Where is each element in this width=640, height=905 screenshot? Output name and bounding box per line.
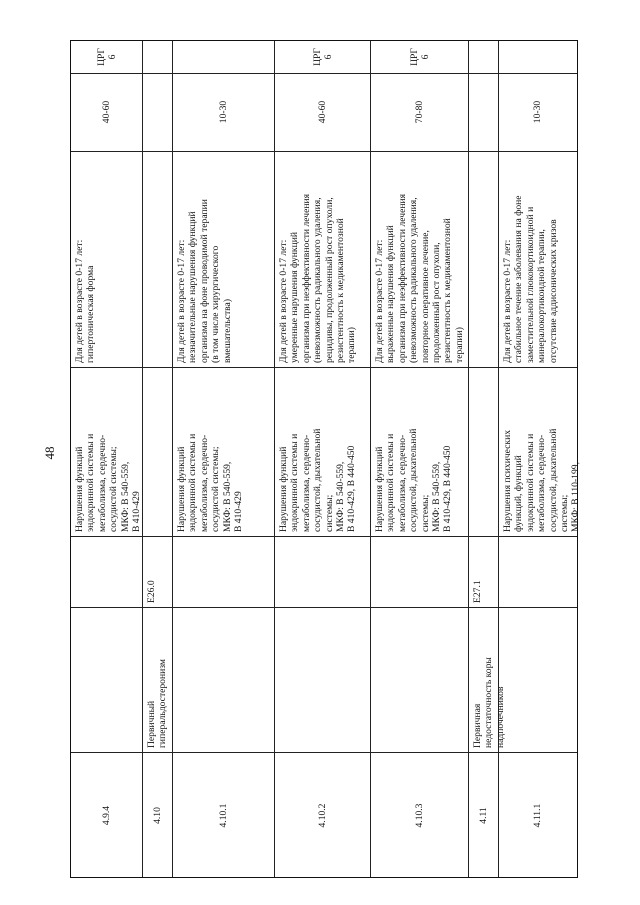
code-cell bbox=[469, 752, 498, 879]
cell-divider bbox=[71, 151, 142, 152]
code-text: 4.9.4 bbox=[101, 805, 113, 826]
disorders-text: Нарушения психических функций, функций эндокринной системы и метаболизма, сердечно- сосудистой, дыхательной системы; МКФ: В 110-199, bbox=[502, 428, 582, 532]
percent-text: 10-30 bbox=[218, 100, 230, 124]
disorders-text: Нарушения функций эндокринной системы и метаболизма, сердечно- сосудистой, дыхательной системы; МКФ: В 540-559, В 410-429, В 440-450 bbox=[278, 428, 358, 532]
cell-divider bbox=[499, 73, 577, 74]
diagnosis-cell bbox=[275, 607, 370, 752]
cell-divider bbox=[275, 151, 370, 152]
cell-divider bbox=[371, 367, 468, 368]
code-cell bbox=[173, 752, 274, 879]
cell-divider bbox=[143, 367, 172, 368]
cell-divider bbox=[173, 151, 274, 152]
disability-criteria-table bbox=[70, 40, 582, 878]
cell-divider bbox=[71, 752, 142, 753]
criteria-cell bbox=[371, 151, 468, 367]
icd-code-text: E26.0 bbox=[146, 580, 157, 603]
code-text: 4.10.3 bbox=[414, 803, 426, 828]
cell-divider bbox=[143, 752, 172, 753]
cell-divider bbox=[469, 367, 498, 368]
cell-divider bbox=[143, 536, 172, 537]
cell-divider bbox=[173, 73, 274, 74]
cell-divider bbox=[71, 73, 142, 74]
cell-divider bbox=[275, 607, 370, 608]
disorders-cell bbox=[275, 367, 370, 536]
cell-divider bbox=[499, 151, 577, 152]
diagnosis-cell bbox=[173, 607, 274, 752]
category-text: ЦРГ 6 bbox=[95, 48, 118, 66]
icd-code-cell bbox=[469, 536, 498, 607]
row-4-10-2 bbox=[275, 41, 371, 877]
disorders-text: Нарушения функций эндокринной системы и метаболизма, сердечно- сосудистой системы; МКФ: В 540-559, В 410-429 bbox=[74, 433, 143, 532]
criteria-text: Для детей в возрасте 0-17 лет: стабильное течение заболевания на фоне заместительной глюкокортикоидной и минералокортикоидной терапии, отсутствие аддисонических кризов bbox=[502, 195, 559, 363]
cell-divider bbox=[371, 752, 468, 753]
criteria-cell bbox=[275, 151, 370, 367]
cell-divider bbox=[499, 367, 577, 368]
code-cell bbox=[275, 752, 370, 879]
row-4-10 bbox=[143, 41, 173, 877]
cell-divider bbox=[499, 536, 577, 537]
row-4-10-3 bbox=[371, 41, 469, 877]
icd-code-cell bbox=[275, 536, 370, 607]
disorders-cell bbox=[469, 367, 498, 536]
icd-code-cell bbox=[499, 536, 577, 607]
code-cell bbox=[371, 752, 468, 879]
cell-divider bbox=[173, 752, 274, 753]
icd-code-text: E27.1 bbox=[472, 580, 483, 603]
criteria-text: Для детей в возрасте 0-17 лет: выраженные нарушения функций организма при неэффективности лечения (невозможность радикального удаления, повторное оперативное лечение, продолженный рост опухоли, резистентность к медикаментозной терапии) bbox=[374, 193, 465, 363]
diagnosis-cell bbox=[143, 607, 172, 752]
category-cell bbox=[371, 41, 468, 73]
cell-divider bbox=[275, 367, 370, 368]
percent-cell bbox=[173, 73, 274, 151]
cell-divider bbox=[71, 536, 142, 537]
category-cell bbox=[275, 41, 370, 73]
diagnosis-text: Первичный гиперальдостеронизм bbox=[146, 659, 169, 748]
criteria-text: Для детей в возрасте 0-17 лет: незначительные нарушения функций организма на фоне проводимой терапии (в том числе хирургического вмешательства) bbox=[176, 199, 233, 363]
disorders-text: Нарушения функций эндокринной системы и метаболизма, сердечно- сосудистой системы; МКФ: В 540-559, В 410-429 bbox=[176, 433, 245, 532]
diagnosis-cell bbox=[371, 607, 468, 752]
code-text: 4.10.2 bbox=[317, 803, 329, 828]
criteria-cell bbox=[173, 151, 274, 367]
cell-divider bbox=[173, 367, 274, 368]
cell-divider bbox=[275, 752, 370, 753]
percent-text: 70-80 bbox=[414, 100, 426, 124]
criteria-cell bbox=[71, 151, 142, 367]
cell-divider bbox=[469, 151, 498, 152]
diagnosis-text: Первичная недостаточность коры надпочечников bbox=[472, 657, 506, 748]
disorders-cell bbox=[499, 367, 582, 536]
criteria-cell bbox=[143, 151, 172, 367]
cell-divider bbox=[71, 367, 142, 368]
category-text: ЦРГ 6 bbox=[408, 48, 431, 66]
row-4-9-4 bbox=[71, 41, 143, 877]
cell-divider bbox=[499, 607, 577, 608]
cell-divider bbox=[469, 536, 498, 537]
category-cell bbox=[173, 41, 274, 73]
cell-divider bbox=[143, 73, 172, 74]
criteria-text: Для детей в возрасте 0-17 лет: гипертоническая форма bbox=[74, 239, 97, 363]
cell-divider bbox=[71, 607, 142, 608]
percent-text: 40-60 bbox=[101, 100, 113, 124]
cell-divider bbox=[173, 536, 274, 537]
percent-cell bbox=[143, 73, 172, 151]
cell-divider bbox=[371, 73, 468, 74]
cell-divider bbox=[371, 151, 468, 152]
code-cell bbox=[499, 752, 577, 879]
page-number: 48 bbox=[42, 446, 57, 460]
cell-divider bbox=[469, 607, 498, 608]
diagnosis-cell bbox=[469, 607, 506, 752]
cell-divider bbox=[499, 752, 577, 753]
code-cell bbox=[143, 752, 172, 879]
cell-divider bbox=[469, 752, 498, 753]
cell-divider bbox=[173, 607, 274, 608]
disorders-cell bbox=[71, 367, 142, 536]
row-4-11-1 bbox=[499, 41, 582, 877]
percent-text: 40-60 bbox=[317, 100, 329, 124]
cell-divider bbox=[143, 151, 172, 152]
percent-cell bbox=[371, 73, 468, 151]
code-text: 4.10.1 bbox=[218, 803, 230, 828]
cell-divider bbox=[371, 536, 468, 537]
category-cell bbox=[143, 41, 172, 73]
row-4-10-1 bbox=[173, 41, 275, 877]
diagnosis-cell bbox=[71, 607, 142, 752]
percent-cell bbox=[499, 73, 577, 151]
criteria-text: Для детей в возрасте 0-17 лет: умеренные нарушения функций организма при неэффективности лечения (невозможность радикального удаления, рецидивы, продолженный рост опухоли, резистентность к медикаментозной терапии) bbox=[278, 193, 358, 363]
diagnosis-cell bbox=[499, 607, 577, 752]
percent-cell bbox=[275, 73, 370, 151]
disorders-cell bbox=[143, 367, 172, 536]
cell-divider bbox=[371, 607, 468, 608]
category-cell bbox=[71, 41, 142, 73]
code-text: 4.11 bbox=[478, 807, 490, 824]
cell-divider bbox=[275, 536, 370, 537]
disorders-text: Нарушения функций эндокринной системы и метаболизма, сердечно- сосудистой, дыхательной системы; МКФ: В 540-559, В 410-429, В 440-450 bbox=[374, 428, 454, 532]
icd-code-cell bbox=[371, 536, 468, 607]
cell-divider bbox=[143, 607, 172, 608]
percent-cell bbox=[469, 73, 498, 151]
icd-code-cell bbox=[143, 536, 172, 607]
criteria-cell bbox=[469, 151, 498, 367]
percent-cell bbox=[71, 73, 142, 151]
disorders-cell bbox=[173, 367, 274, 536]
cell-divider bbox=[275, 73, 370, 74]
code-cell bbox=[71, 752, 142, 879]
criteria-cell bbox=[499, 151, 577, 367]
category-cell bbox=[469, 41, 498, 73]
disorders-cell bbox=[371, 367, 468, 536]
percent-text: 10-30 bbox=[532, 100, 544, 124]
icd-code-cell bbox=[71, 536, 142, 607]
code-text: 4.10 bbox=[152, 807, 164, 824]
icd-code-cell bbox=[173, 536, 274, 607]
row-4-11 bbox=[469, 41, 506, 877]
category-cell bbox=[499, 41, 577, 73]
category-text: ЦРГ 6 bbox=[311, 48, 334, 66]
cell-divider bbox=[469, 73, 498, 74]
code-text: 4.11.1 bbox=[532, 803, 544, 828]
